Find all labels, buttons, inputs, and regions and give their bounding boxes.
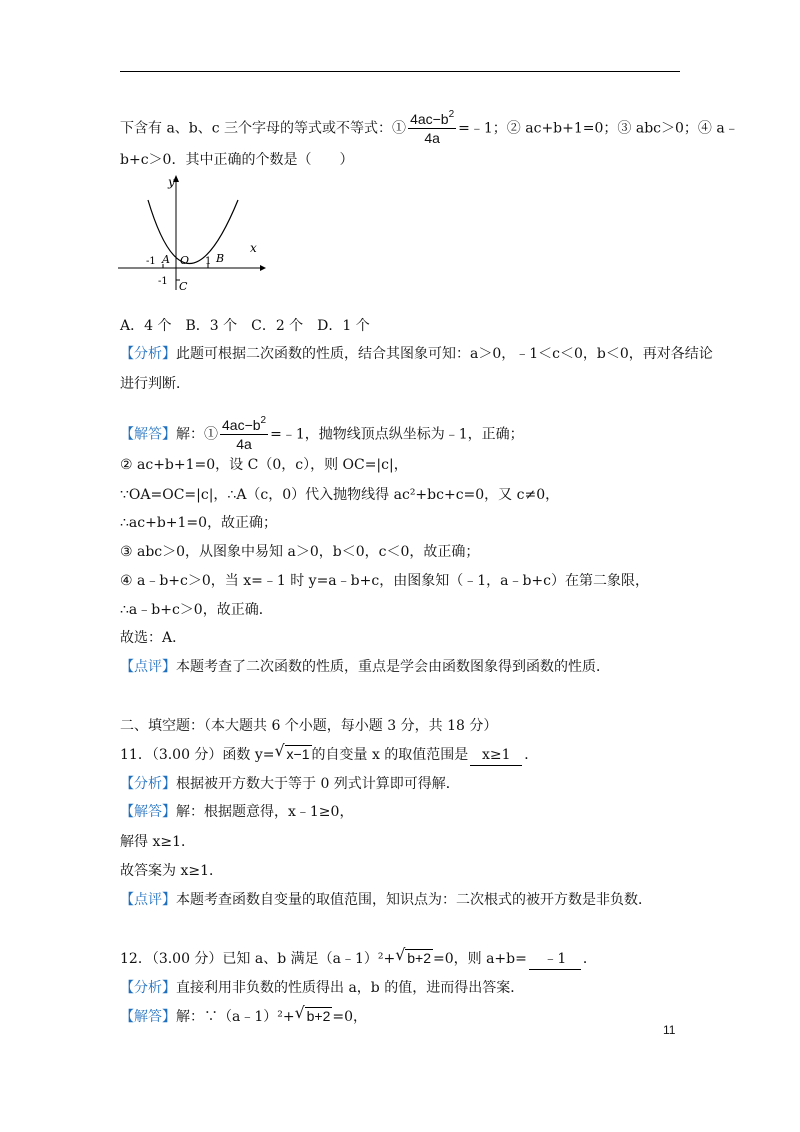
q10-analysis-tag: 【分析】 bbox=[120, 346, 176, 362]
q10-sol-line8: 故选：A． bbox=[120, 630, 187, 646]
label-neg1-y: -1 bbox=[158, 276, 168, 287]
q12-stem-b: =0，则 a+b= bbox=[433, 951, 527, 967]
q12-sol-radicand: b+2 bbox=[306, 1008, 331, 1024]
q11-solution-line1 bbox=[120, 802, 353, 822]
q12-analysis-text: 直接利用非负数的性质得出 a，b 的值，进而得出答案． bbox=[176, 980, 525, 996]
q10-solution-tag: 【解答】 bbox=[120, 426, 176, 443]
q12-sol-sqrt bbox=[294, 1003, 333, 1027]
q10-frac-numerator: 4ac−b bbox=[410, 111, 449, 127]
label-neg1-x: -1 bbox=[146, 256, 156, 267]
q12-analysis-tag: 【分析】 bbox=[120, 980, 176, 996]
q12-sol1-a: 解：∵（a﹣1）²+ bbox=[176, 1009, 295, 1025]
q12-answer: ﹣1 bbox=[529, 949, 581, 970]
q11-radicand: x−1 bbox=[286, 746, 310, 762]
q10-sol-fraction bbox=[220, 416, 268, 453]
q11-review-text: 本题考查函数自变量的取值范围，知识点为：二次根式的被开方数是非负数． bbox=[176, 892, 652, 908]
q12-solution-tag: 【解答】 bbox=[120, 1009, 176, 1025]
sqrt-sign-icon: √ bbox=[274, 741, 285, 760]
q12-stem bbox=[120, 945, 597, 970]
q10-sol-line7: ∴a﹣b+c＞0，故正确． bbox=[120, 602, 273, 618]
q11-stem-a: 11．（3.00 分）函数 y= bbox=[120, 747, 275, 763]
x-axis-arrow bbox=[260, 265, 266, 271]
q12-solution-line1 bbox=[120, 1003, 367, 1027]
q10-sol-line4: ∴ac+b+1=0，故正确； bbox=[120, 515, 278, 531]
q10-fraction bbox=[408, 110, 456, 147]
q10-review-text: 本题考查了二次函数的性质，重点是学会由函数图象得到函数的性质． bbox=[176, 659, 610, 675]
q12-analysis bbox=[120, 978, 524, 998]
q11-stem-c: ． bbox=[524, 747, 539, 763]
q12-stem-c: ． bbox=[582, 951, 597, 967]
q10-sol-line3: ∵OA=OC=|c|，∴A（c，0）代入抛物线得 ac²+bc+c=0，又 c≠0， bbox=[120, 487, 560, 503]
q10-sol-line6: ④ a﹣b+c＞0，当 x=﹣1 时 y=a﹣b+c，由图象知（﹣1，a﹣b+c）在第二象限， bbox=[120, 573, 649, 589]
q10-analysis-line2: 进行判断． bbox=[120, 376, 190, 392]
q11-analysis-tag: 【分析】 bbox=[120, 776, 176, 792]
q10-stem-line1 bbox=[120, 110, 739, 147]
q10-options: A．4 个 B．3 个 C．2 个 D．1 个 bbox=[120, 318, 370, 334]
q10-sol-frac-numerator: 4ac−b bbox=[222, 417, 261, 433]
q11-stem bbox=[120, 741, 539, 766]
q11-sol-line2: 解得 x≥1． bbox=[120, 834, 195, 850]
q10-solution-line1 bbox=[120, 416, 524, 453]
q11-sol1-text: 解：根据题意得，x﹣1≥0， bbox=[176, 804, 354, 820]
q12-sqrt bbox=[395, 945, 433, 969]
q11-sqrt bbox=[274, 741, 312, 765]
label-O: O bbox=[180, 254, 190, 267]
header-rule bbox=[120, 71, 680, 72]
q11-review bbox=[120, 890, 652, 910]
label-A: A bbox=[162, 253, 170, 266]
q10-review-tag: 【点评】 bbox=[120, 659, 176, 675]
q12-sol1-b: =0， bbox=[332, 1009, 367, 1025]
q11-stem-b: 的自变量 x 的取值范围是 bbox=[311, 747, 469, 763]
q12-radicand: b+2 bbox=[407, 950, 431, 966]
q11-review-tag: 【点评】 bbox=[120, 892, 176, 908]
q11-analysis bbox=[120, 774, 460, 794]
label-B: B bbox=[216, 252, 225, 265]
parabola-graph bbox=[118, 172, 268, 292]
q10-sol-frac-denominator: 4a bbox=[236, 436, 252, 452]
q11-solution-tag: 【解答】 bbox=[120, 804, 176, 820]
q10-sol1-pre: 解：① bbox=[176, 426, 218, 443]
q10-frac-denominator: 4a bbox=[424, 130, 440, 146]
q10-sol-line2: ② ac+b+1=0，设 C（0，c），则 OC=|c|， bbox=[120, 457, 408, 473]
q12-stem-a: 12．（3.00 分）已知 a、b 满足（a﹣1）²+ bbox=[120, 951, 396, 967]
q11-analysis-text: 根据被开方数大于等于 0 列式计算即可得解． bbox=[176, 776, 460, 792]
label-y: y bbox=[168, 175, 175, 189]
label-C: C bbox=[179, 280, 188, 292]
q10-frac-exponent: 2 bbox=[448, 109, 455, 120]
section2-title: 二、填空题：（本大题共 6 个小题，每小题 3 分，共 18 分） bbox=[120, 718, 498, 734]
label-x: x bbox=[250, 241, 257, 255]
page-number: 11 bbox=[663, 1023, 676, 1037]
q10-sol1-post: =﹣1，抛物线顶点纵坐标为﹣1，正确； bbox=[270, 426, 524, 443]
label-pos1-x: 1 bbox=[205, 256, 212, 267]
q11-answer: x≥1 bbox=[470, 745, 522, 766]
sqrt-sign-icon: √ bbox=[294, 1003, 305, 1022]
q10-stem-text-b: =﹣1；② ac+b+1=0；③ abc＞0；④ a﹣ bbox=[458, 120, 739, 137]
q10-stem-line2: b+c＞0．其中正确的个数是（ ） bbox=[120, 152, 354, 168]
q10-analysis-line1 bbox=[120, 344, 713, 364]
q11-sol-line3: 故答案为 x≥1． bbox=[120, 863, 223, 879]
q10-sol-line5: ③ abc＞0，从图象中易知 a＞0，b＜0，c＜0，故正确； bbox=[120, 544, 480, 560]
q10-analysis-text: 此题可根据二次函数的性质，结合其图象可知：a＞0，﹣1＜c＜0，b＜0，再对各结论 bbox=[176, 346, 713, 362]
sqrt-sign-icon: √ bbox=[395, 945, 406, 964]
q10-stem-text-a: 下含有 a、b、c 三个字母的等式或不等式：① bbox=[120, 120, 407, 137]
q10-review bbox=[120, 657, 610, 677]
q10-sol-frac-exponent: 2 bbox=[260, 415, 267, 426]
